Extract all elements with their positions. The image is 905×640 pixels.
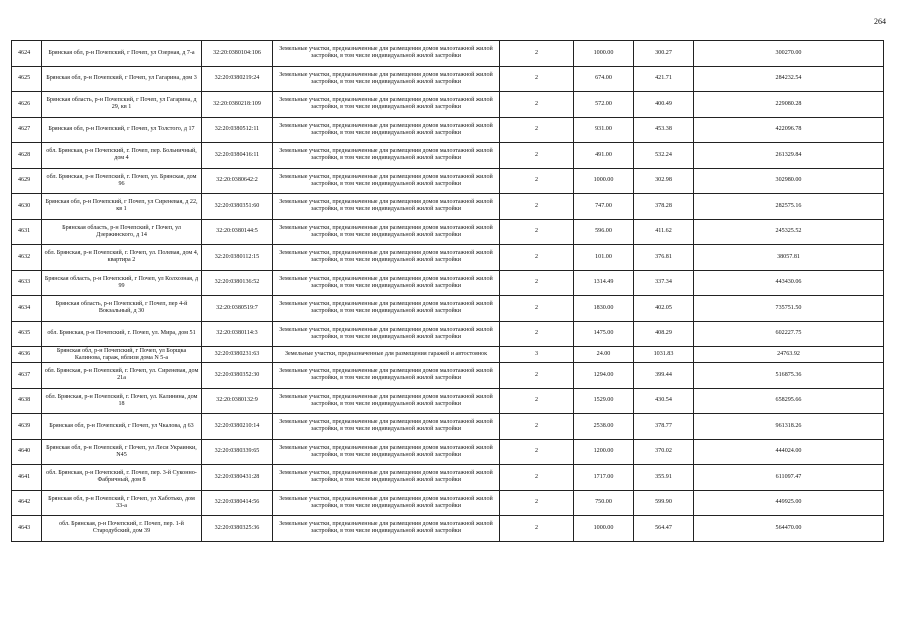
- area-cell: 572.00: [574, 92, 634, 118]
- land-use-cell: Земельные участки, предназначенные для размещения домов малоэтажной жилой застройки, в том числе индивидуальной жилой застройки: [273, 66, 500, 92]
- table-row: [12, 41, 884, 67]
- specific-value-cell: 564.47: [634, 516, 694, 542]
- cadastral-number-cell: 32:20:0380512:11: [202, 117, 273, 143]
- cadastral-number-cell: 32:20:0380351:60: [202, 194, 273, 220]
- group-cell: 3: [500, 347, 574, 363]
- specific-value-cell: 453.38: [634, 117, 694, 143]
- group-cell: 2: [500, 66, 574, 92]
- cadastral-value-cell: 444024.00: [694, 439, 884, 465]
- table-row: [12, 516, 884, 542]
- table-row: [12, 66, 884, 92]
- area-cell: 1314.49: [574, 270, 634, 296]
- area-cell: 1717.00: [574, 465, 634, 491]
- cadastral-value-cell: 449925.00: [694, 490, 884, 516]
- area-cell: 1830.00: [574, 296, 634, 322]
- table-row: [12, 439, 884, 465]
- area-cell: 491.00: [574, 143, 634, 169]
- cadastral-value-cell: 961318.26: [694, 414, 884, 440]
- cadastral-value-cell: 261329.84: [694, 143, 884, 169]
- specific-value-cell: 430.54: [634, 388, 694, 414]
- cadastral-number-cell: 32:20:0380210:14: [202, 414, 273, 440]
- group-cell: 2: [500, 363, 574, 389]
- address-cell: Брянская обл, р-н Почепский, г Почеп, ул Борщка Калинова, гараж, вблизи дома N 5-а: [42, 347, 202, 363]
- cadastral-value-cell: 24763.92: [694, 347, 884, 363]
- group-cell: 2: [500, 245, 574, 271]
- land-use-cell: Земельные участки, предназначенные для размещения домов малоэтажной жилой застройки, в том числе индивидуальной жилой застройки: [273, 168, 500, 194]
- specific-value-cell: 408.29: [634, 321, 694, 347]
- cadastral-value-cell: 38057.81: [694, 245, 884, 271]
- table-row: [12, 465, 884, 491]
- group-cell: 2: [500, 490, 574, 516]
- specific-value-cell: 1031.83: [634, 347, 694, 363]
- cadastral-number-cell: 32:20:0380416:11: [202, 143, 273, 169]
- cadastral-value-cell: 564470.00: [694, 516, 884, 542]
- row-number: 4642: [12, 490, 42, 516]
- specific-value-cell: 400.49: [634, 92, 694, 118]
- land-use-cell: Земельные участки, предназначенные для размещения домов малоэтажной жилой застройки, в том числе индивидуальной жилой застройки: [273, 321, 500, 347]
- area-cell: 1000.00: [574, 41, 634, 67]
- table-row: [12, 363, 884, 389]
- address-cell: обл. Брянская, р-н Почепский, г. Почеп, ул. Мира, дом 51: [42, 321, 202, 347]
- table-row: [12, 168, 884, 194]
- table-row: [12, 143, 884, 169]
- row-number: 4629: [12, 168, 42, 194]
- row-number: 4634: [12, 296, 42, 322]
- specific-value-cell: 302.98: [634, 168, 694, 194]
- row-number: 4626: [12, 92, 42, 118]
- cadastral-value-cell: 602227.75: [694, 321, 884, 347]
- row-number: 4639: [12, 414, 42, 440]
- row-number: 4641: [12, 465, 42, 491]
- cadastral-value-cell: 516875.36: [694, 363, 884, 389]
- group-cell: 2: [500, 465, 574, 491]
- cadastral-number-cell: 32:20:0380431:28: [202, 465, 273, 491]
- cadastral-value-cell: 229080.28: [694, 92, 884, 118]
- land-use-cell: Земельные участки, предназначенные для размещения домов малоэтажной жилой застройки, в том числе индивидуальной жилой застройки: [273, 388, 500, 414]
- table-row: [12, 92, 884, 118]
- table-row: [12, 414, 884, 440]
- cadastral-value-cell: 282575.16: [694, 194, 884, 220]
- group-cell: 2: [500, 439, 574, 465]
- table-row: [12, 194, 884, 220]
- area-cell: 1200.00: [574, 439, 634, 465]
- specific-value-cell: 376.81: [634, 245, 694, 271]
- group-cell: 2: [500, 219, 574, 245]
- cadastral-number-cell: 32:20:0380132:9: [202, 388, 273, 414]
- address-cell: Брянская обл, р-н Почепский, г Почеп, ул Леси Украинки, N45: [42, 439, 202, 465]
- address-cell: Брянская область, р-н Почепский, г Почеп, пер 4-й Вокзальный, д 30: [42, 296, 202, 322]
- cadastral-number-cell: 32:20:0380144:5: [202, 219, 273, 245]
- cadastral-number-cell: 32:20:0380519:7: [202, 296, 273, 322]
- area-cell: 747.00: [574, 194, 634, 220]
- land-use-cell: Земельные участки, предназначенные для размещения домов малоэтажной жилой застройки, в том числе индивидуальной жилой застройки: [273, 414, 500, 440]
- row-number: 4640: [12, 439, 42, 465]
- cadastral-number-cell: 32:20:0380104:106: [202, 41, 273, 67]
- table-body: [12, 41, 884, 542]
- row-number: 4636: [12, 347, 42, 363]
- group-cell: 2: [500, 270, 574, 296]
- address-cell: Брянская обл, р-н Почепский, г Почеп, ул Хаботько, дом 33-а: [42, 490, 202, 516]
- area-cell: 674.00: [574, 66, 634, 92]
- address-cell: Брянская обл, р-н Почепский, г Почеп, ул Толстого, д 17: [42, 117, 202, 143]
- area-cell: 931.00: [574, 117, 634, 143]
- specific-value-cell: 599.90: [634, 490, 694, 516]
- land-use-cell: Земельные участки, предназначенные для размещения гаражей и автостоянок: [273, 347, 500, 363]
- row-number: 4643: [12, 516, 42, 542]
- row-number: 4637: [12, 363, 42, 389]
- table-row: [12, 117, 884, 143]
- area-cell: 2538.00: [574, 414, 634, 440]
- cadastral-number-cell: 32:20:0380231:63: [202, 347, 273, 363]
- address-cell: обл. Брянская, р-н Почепский, г. Почеп, ул. Сиреневая, дом 21а: [42, 363, 202, 389]
- row-number: 4628: [12, 143, 42, 169]
- cadastral-number-cell: 32:20:0380414:56: [202, 490, 273, 516]
- specific-value-cell: 300.27: [634, 41, 694, 67]
- land-use-cell: Земельные участки, предназначенные для размещения домов малоэтажной жилой застройки, в том числе индивидуальной жилой застройки: [273, 143, 500, 169]
- cadastral-number-cell: 32:20:0380339:65: [202, 439, 273, 465]
- cadastral-value-cell: 735751.50: [694, 296, 884, 322]
- table-row: [12, 490, 884, 516]
- table-row: [12, 219, 884, 245]
- area-cell: 1000.00: [574, 168, 634, 194]
- cadastral-number-cell: 32:20:0380352:30: [202, 363, 273, 389]
- group-cell: 2: [500, 41, 574, 67]
- address-cell: обл. Брянская, р-н Почепский, г. Почеп, ул. Полевая, дом 4, квартира 2: [42, 245, 202, 271]
- address-cell: обл. Брянская, р-н Почепский, г. Почеп, ул. Брянская, дом 96: [42, 168, 202, 194]
- group-cell: 2: [500, 194, 574, 220]
- address-cell: Брянская область, р-н Почепский, г Почеп, ул Гагарина, д 29, кв 1: [42, 92, 202, 118]
- address-cell: обл. Брянская, р-н Почепский, г. Почеп, пер. 1-й Стародубский, дом 39: [42, 516, 202, 542]
- table-row: [12, 321, 884, 347]
- address-cell: Брянская обл, р-н Почепский, г Почеп, ул Сиреневая, д 22, кв 1: [42, 194, 202, 220]
- table-row: [12, 388, 884, 414]
- cadastral-number-cell: 32:20:0380325:36: [202, 516, 273, 542]
- land-use-cell: Земельные участки, предназначенные для размещения домов малоэтажной жилой застройки, в том числе индивидуальной жилой застройки: [273, 92, 500, 118]
- land-use-cell: Земельные участки, предназначенные для размещения домов малоэтажной жилой застройки, в том числе индивидуальной жилой застройки: [273, 490, 500, 516]
- land-use-cell: Земельные участки, предназначенные для размещения домов малоэтажной жилой застройки, в том числе индивидуальной жилой застройки: [273, 245, 500, 271]
- row-number: 4633: [12, 270, 42, 296]
- address-cell: Брянская обл, р-н Почепский, г Почеп, ул Гагарина, дом 3: [42, 66, 202, 92]
- land-use-cell: Земельные участки, предназначенные для размещения домов малоэтажной жилой застройки, в том числе индивидуальной жилой застройки: [273, 465, 500, 491]
- address-cell: Брянская обл, р-н Почепский, г Почеп, ул Озерная, д 7-а: [42, 41, 202, 67]
- cadastral-value-cell: 302980.00: [694, 168, 884, 194]
- page-number: 264: [874, 17, 886, 26]
- specific-value-cell: 411.62: [634, 219, 694, 245]
- area-cell: 24.00: [574, 347, 634, 363]
- address-cell: обл. Брянская, р-н Почепский, г. Почеп, пер. Больничный, дом 4: [42, 143, 202, 169]
- specific-value-cell: 399.44: [634, 363, 694, 389]
- cadastral-number-cell: 32:20:0380219:24: [202, 66, 273, 92]
- specific-value-cell: 337.34: [634, 270, 694, 296]
- land-use-cell: Земельные участки, предназначенные для размещения домов малоэтажной жилой застройки, в том числе индивидуальной жилой застройки: [273, 194, 500, 220]
- row-number: 4635: [12, 321, 42, 347]
- specific-value-cell: 421.71: [634, 66, 694, 92]
- area-cell: 596.00: [574, 219, 634, 245]
- area-cell: 1294.00: [574, 363, 634, 389]
- specific-value-cell: 370.02: [634, 439, 694, 465]
- group-cell: 2: [500, 168, 574, 194]
- row-number: 4627: [12, 117, 42, 143]
- cadastral-number-cell: 32:20:0380114:3: [202, 321, 273, 347]
- row-number: 4625: [12, 66, 42, 92]
- land-use-cell: Земельные участки, предназначенные для размещения домов малоэтажной жилой застройки, в том числе индивидуальной жилой застройки: [273, 363, 500, 389]
- row-number: 4638: [12, 388, 42, 414]
- table-row: [12, 347, 884, 363]
- cadastral-value-cell: 300270.00: [694, 41, 884, 67]
- address-cell: Брянская область, р-н Почепский, г Почеп, ул Дзержинского, д 14: [42, 219, 202, 245]
- group-cell: 2: [500, 414, 574, 440]
- cadastral-value-cell: 284232.54: [694, 66, 884, 92]
- table-row: [12, 296, 884, 322]
- table-row: [12, 270, 884, 296]
- land-use-cell: Земельные участки, предназначенные для размещения домов малоэтажной жилой застройки, в том числе индивидуальной жилой застройки: [273, 117, 500, 143]
- row-number: 4631: [12, 219, 42, 245]
- cadastral-value-cell: 658295.66: [694, 388, 884, 414]
- specific-value-cell: 402.05: [634, 296, 694, 322]
- cadastral-number-cell: 32:20:0380642:2: [202, 168, 273, 194]
- cadastral-value-cell: 422096.78: [694, 117, 884, 143]
- land-use-cell: Земельные участки, предназначенные для размещения домов малоэтажной жилой застройки, в том числе индивидуальной жилой застройки: [273, 41, 500, 67]
- group-cell: 2: [500, 117, 574, 143]
- group-cell: 2: [500, 321, 574, 347]
- land-use-cell: Земельные участки, предназначенные для размещения домов малоэтажной жилой застройки, в том числе индивидуальной жилой застройки: [273, 270, 500, 296]
- cadastral-number-cell: 32:20:0380136:52: [202, 270, 273, 296]
- area-cell: 1000.00: [574, 516, 634, 542]
- land-use-cell: Земельные участки, предназначенные для размещения домов малоэтажной жилой застройки, в том числе индивидуальной жилой застройки: [273, 439, 500, 465]
- cadastral-number-cell: 32:20:0380218:109: [202, 92, 273, 118]
- area-cell: 1529.00: [574, 388, 634, 414]
- row-number: 4624: [12, 41, 42, 67]
- group-cell: 2: [500, 143, 574, 169]
- cadastral-value-cell: 443430.06: [694, 270, 884, 296]
- land-use-cell: Земельные участки, предназначенные для размещения домов малоэтажной жилой застройки, в том числе индивидуальной жилой застройки: [273, 219, 500, 245]
- cadastral-value-table: [11, 40, 884, 542]
- address-cell: Брянская обл, р-н Почепский, г Почеп, ул Чкалова, д 63: [42, 414, 202, 440]
- cadastral-value-cell: 245325.52: [694, 219, 884, 245]
- table-row: [12, 245, 884, 271]
- specific-value-cell: 378.28: [634, 194, 694, 220]
- area-cell: 750.00: [574, 490, 634, 516]
- address-cell: обл. Брянская, р-н Почепский, г. Почеп, пер. 3-й Суконно-Фабричный, дом 8: [42, 465, 202, 491]
- group-cell: 2: [500, 92, 574, 118]
- specific-value-cell: 378.77: [634, 414, 694, 440]
- address-cell: Брянская область, р-н Почепский, г Почеп, ул Колхозная, д 99: [42, 270, 202, 296]
- area-cell: 101.00: [574, 245, 634, 271]
- cadastral-number-cell: 32:20:0380112:15: [202, 245, 273, 271]
- specific-value-cell: 532.24: [634, 143, 694, 169]
- row-number: 4632: [12, 245, 42, 271]
- specific-value-cell: 355.91: [634, 465, 694, 491]
- address-cell: обл. Брянская, р-н Почепский, г. Почеп, ул. Калинина, дом 18: [42, 388, 202, 414]
- land-use-cell: Земельные участки, предназначенные для размещения домов малоэтажной жилой застройки, в том числе индивидуальной жилой застройки: [273, 296, 500, 322]
- area-cell: 1475.00: [574, 321, 634, 347]
- group-cell: 2: [500, 296, 574, 322]
- row-number: 4630: [12, 194, 42, 220]
- group-cell: 2: [500, 388, 574, 414]
- land-use-cell: Земельные участки, предназначенные для размещения домов малоэтажной жилой застройки, в том числе индивидуальной жилой застройки: [273, 516, 500, 542]
- cadastral-value-cell: 611097.47: [694, 465, 884, 491]
- group-cell: 2: [500, 516, 574, 542]
